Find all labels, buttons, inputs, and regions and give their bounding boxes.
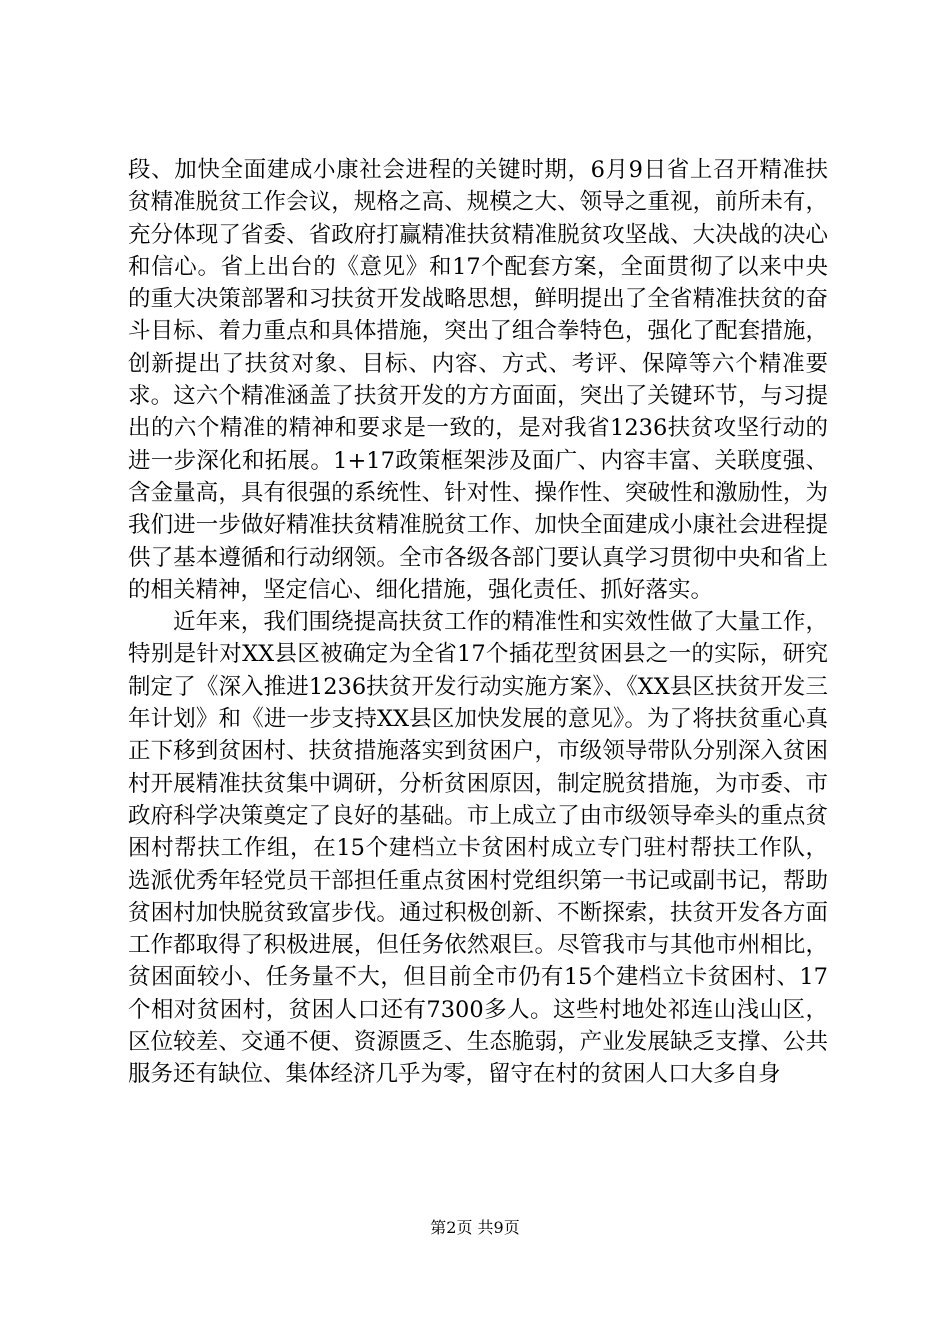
page-number-footer: 第2页 共9页	[430, 1218, 520, 1237]
paragraph-2: 近年来，我们围绕提高扶贫工作的精准性和实效性做了大量工作，特别是针对XX县区被确定为全省17个插花型贫困县之一的实际，研究制定了《深入推进1236扶贫开发行动实施方案》、《XX县区扶贫开发三年计划》和《进一步支持XX县区加快发展的意见》。为了将扶贫重心真正下移到贫困村、扶贫措施落实到贫困户，市级领导带队分别深入贫困村开展精准扶贫集中调研，分析贫困原因，制定脱贫措施，为市委、市政府科学决策奠定了良好的基础。市上成立了由市级领导牵头的重点贫困村帮扶工作组，在15个建档立卡贫困村成立专门驻村帮扶工作队，选派优秀年轻党员干部担任重点贫困村党组织第一书记或副书记，帮助贫困村加快脱贫致富步伐。通过积极创新、不断探索，扶贫开发各方面工作都取得了积极进展，但任务依然艰巨。尽管我市与其他市州相比，贫困面较小、任务量不大，但目前全市仍有15个建档立卡贫困村、17个相对贫困村，贫困人口还有7300多人。这些村地处祁连山浅山区，区位较差、交通不便、资源匮乏、生态脆弱，产业发展缺乏支撑、公共服务还有缺位、集体经济几乎为零，留守在村的贫困人口大多自身	[128, 609, 828, 1088]
paragraph-1: 段、加快全面建成小康社会进程的关键时期，6月9日省上召开精准扶贫精准脱贫工作会议，规格之高、规模之大、领导之重视，前所未有，充分体现了省委、省政府打赢精准扶贫精准脱贫攻坚战、大决战的决心和信心。省上出台的《意见》和17个配套方案，全面贯彻了以来中央的重大决策部署和习扶贫开发战略思想，鲜明提出了全省精准扶贫的奋斗目标、着力重点和具体措施，突出了组合拳特色，强化了配套措施，创新提出了扶贫对象、目标、内容、方式、考评、保障等六个精准要求。这六个精准涵盖了扶贫开发的方方面面，突出了关键环节，与习提出的六个精准的精神和要求是一致的，是对我省1236扶贫攻坚行动的进一步深化和拓展。1+17政策框架涉及面广、内容丰富、关联度强、含金量高，具有很强的系统性、针对性、操作性、突破性和激励性，为我们进一步做好精准扶贫精准脱贫工作、加快全面建成小康社会进程提供了基本遵循和行动纲领。全市各级各部门要认真学习贯彻中央和省上的相关精神，坚定信心、细化措施，强化责任、抓好落实。	[128, 157, 828, 603]
document-body	[128, 154, 828, 1091]
